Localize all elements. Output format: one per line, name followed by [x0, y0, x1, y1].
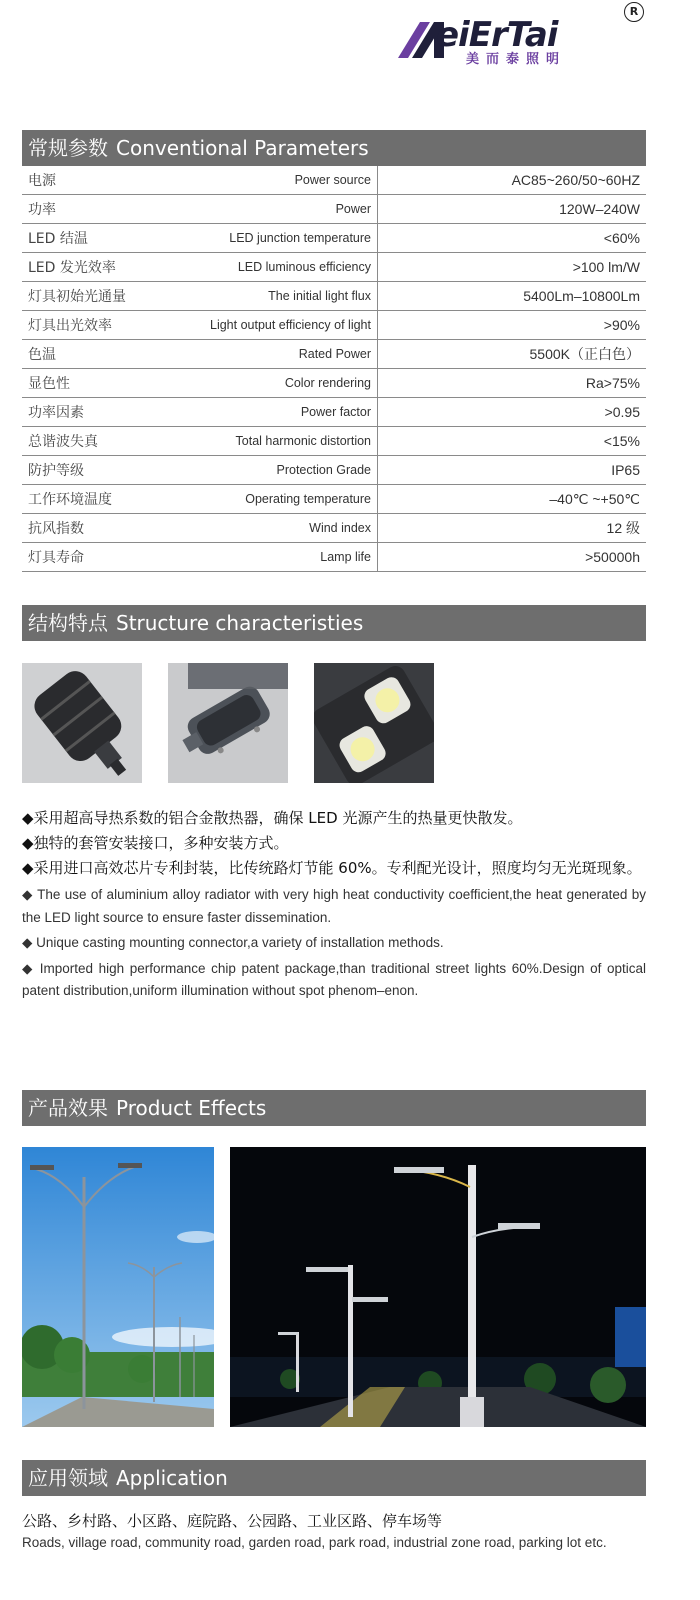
section-header-effects [22, 1090, 646, 1126]
parameter-row [22, 282, 646, 311]
application-text-cn: 公路、乡村路、小区路、庭院路、公园路、工业区路、停车场等 [22, 1512, 443, 1530]
parameter-name-en: Operating temperature [174, 485, 378, 514]
parameter-value: 5400Lm–10800Lm [378, 282, 647, 311]
parameter-name-en: Lamp life [174, 543, 378, 572]
parameter-name-cn: 灯具出光效率 [22, 311, 174, 340]
parameter-name-en: Power [174, 195, 378, 224]
parameter-row [22, 311, 646, 340]
parameter-name-en: Total harmonic distortion [174, 427, 378, 456]
parameter-value: <15% [378, 427, 647, 456]
feature-en-3: ◆ Imported high performance chip patent package,than traditional street lights 60%.Design of optical patent distribution,uniform illumination without spot phenom–enon. [22, 960, 646, 998]
parameter-name-cn: 灯具寿命 [22, 543, 174, 572]
features-block [22, 806, 646, 1003]
parameter-name-en: Power source [174, 166, 378, 195]
parameter-value: <60% [378, 224, 647, 253]
parameter-row [22, 195, 646, 224]
application-text-en: Roads, village road, community road, garden road, park road, industrial zone road, parking lot etc. [22, 1535, 607, 1550]
parameter-name-cn: LED 发光效率 [22, 253, 174, 282]
feature-cn-1: ◆采用超高导热系数的铝合金散热器，确保 LED 光源产生的热量更快散发。 [22, 809, 523, 827]
parameter-name-en: The initial light flux [174, 282, 378, 311]
parameter-row [22, 427, 646, 456]
parameter-row [22, 485, 646, 514]
parameters-table [22, 166, 646, 572]
parameter-row [22, 456, 646, 485]
brand-logo [398, 5, 648, 67]
parameter-name-cn: 工作环境温度 [22, 485, 174, 514]
parameter-value: AC85~260/50~60HZ [378, 166, 647, 195]
lamp-photo-top-view [22, 663, 142, 783]
parameter-value: Ra>75% [378, 369, 647, 398]
parameter-name-en: Light output efficiency of light [174, 311, 378, 340]
day-street-photo [22, 1147, 214, 1427]
parameter-value: >90% [378, 311, 647, 340]
section-title-en: Application [116, 1466, 228, 1490]
feature-cn-2: ◆独特的套管安装接口，多种安装方式。 [22, 834, 289, 852]
parameter-name-cn: 防护等级 [22, 456, 174, 485]
parameter-name-en: Color rendering [174, 369, 378, 398]
feature-en-1: ◆ The use of aluminium alloy radiator with very high heat conductivity coefficient,the heat generated by the LED light source to ensure faster dissemination. [22, 887, 646, 925]
parameter-row [22, 369, 646, 398]
lamp-photo-side-view [168, 663, 288, 783]
parameter-name-en: Power factor [174, 398, 378, 427]
parameter-row [22, 253, 646, 282]
logo-text: eiErTai [436, 15, 558, 55]
parameter-value: 12 级 [378, 514, 647, 543]
section-title-cn: 常规参数 [28, 136, 108, 160]
parameter-name-cn: 色温 [22, 340, 174, 369]
feature-en-2: ◆ Unique casting mounting connector,a variety of installation methods. [22, 935, 444, 950]
parameter-name-cn: 功率因素 [22, 398, 174, 427]
parameter-row [22, 166, 646, 195]
section-header-application [22, 1460, 646, 1496]
section-title-cn: 产品效果 [28, 1096, 108, 1120]
parameter-name-en: Rated Power [174, 340, 378, 369]
registered-mark: R [624, 2, 644, 22]
parameter-row [22, 398, 646, 427]
parameter-name-en: Protection Grade [174, 456, 378, 485]
parameter-value: >100 lm/W [378, 253, 647, 282]
parameter-name-cn: 显色性 [22, 369, 174, 398]
parameter-name-en: Wind index [174, 514, 378, 543]
parameter-name-cn: 抗风指数 [22, 514, 174, 543]
parameter-name-cn: 灯具初始光通量 [22, 282, 174, 311]
parameter-value: –40℃ ~+50℃ [378, 485, 647, 514]
section-title-cn: 应用领域 [28, 1466, 108, 1490]
parameter-name-cn: 总谐波失真 [22, 427, 174, 456]
parameter-name-en: LED junction temperature [174, 224, 378, 253]
parameter-value: 5500K（正白色） [378, 340, 647, 369]
parameter-name-cn: 功率 [22, 195, 174, 224]
parameter-name-cn: 电源 [22, 166, 174, 195]
section-title-en: Conventional Parameters [116, 136, 369, 160]
parameter-value: >0.95 [378, 398, 647, 427]
section-title-en: Product Effects [116, 1096, 267, 1120]
parameter-row [22, 340, 646, 369]
parameter-value: IP65 [378, 456, 647, 485]
parameter-row [22, 514, 646, 543]
parameter-value: 120W–240W [378, 195, 647, 224]
section-header-structure [22, 605, 646, 641]
section-title-cn: 结构特点 [28, 611, 108, 635]
parameter-row [22, 543, 646, 572]
parameter-row [22, 224, 646, 253]
parameter-name-cn: LED 结温 [22, 224, 174, 253]
lamp-photo-led-closeup [314, 663, 434, 783]
parameter-value: >50000h [378, 543, 647, 572]
night-street-photo [230, 1147, 646, 1427]
section-title-en: Structure characteristies [116, 611, 364, 635]
parameter-name-en: LED luminous efficiency [174, 253, 378, 282]
logo-chinese-name: 美而泰照明 [466, 52, 567, 67]
feature-cn-3: ◆采用进口高效芯片专利封装，比传统路灯节能 60%。专利配光设计，照度均匀无光斑现象。 [22, 859, 642, 877]
section-header-params [22, 130, 646, 166]
